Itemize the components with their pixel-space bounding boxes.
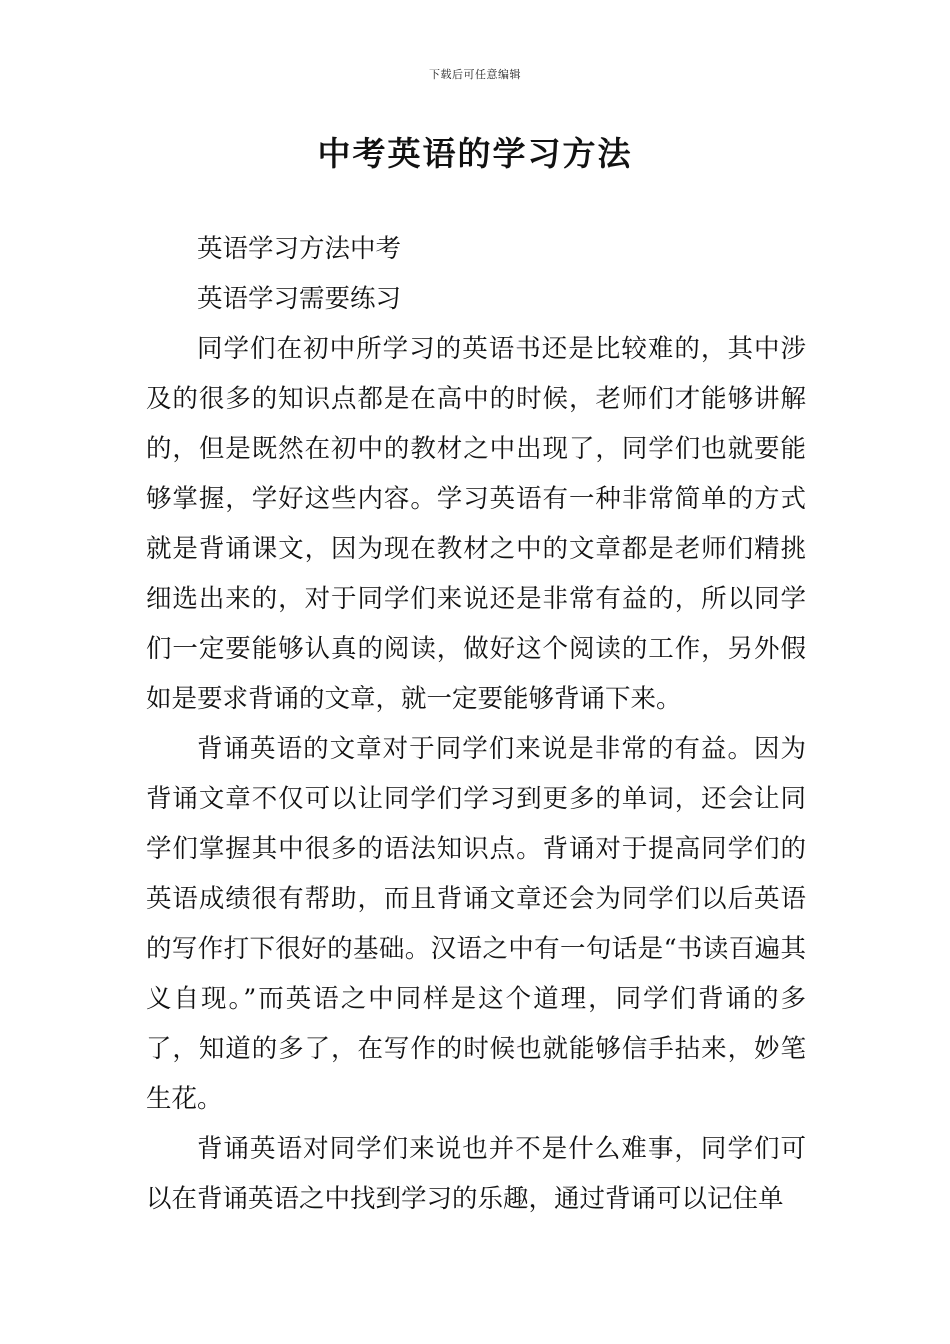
document-body [146,224,806,1224]
header-note: 下载后可任意编辑 [429,68,521,81]
paragraph-2: 背诵英语的文章对于同学们来说是非常的有益。因为背诵文章不仅可以让同学们学习到更多的单词，还会让同学们掌握其中很多的语法知识点。背诵对于提高同学们的英语成绩很有帮助，而且背诵文章还会为同学们以后英语的写作打下很好的基础。汉语之中有一句话是“书读百遍其义自现。”而英语之中同样是这个道理，同学们背诵的多了，知道的多了，在写作的时候也就能够信手拈来，妙笔生花。 [146,734,806,1114]
document-title: 中考英语的学习方法 [317,134,633,173]
subheading-1: 英语学习方法中考 [197,234,402,264]
paragraph-1: 同学们在初中所学习的英语书还是比较难的，其中涉及的很多的知识点都是在高中的时候，老师们才能够讲解的，但是既然在初中的教材之中出现了，同学们也就要能够掌握，学好这些内容。学习英语有一种非常简单的方式就是背诵课文，因为现在教材之中的文章都是老师们精挑细选出来的，对于同学们来说还是非常有益的，所以同学们一定要能够认真的阅读，做好这个阅读的工作，另外假如是要求背诵的文章，就一定要能够背诵下来。 [146,334,806,714]
paragraph-3: 背诵英语对同学们来说也并不是什么难事，同学们可以在背诵英语之中找到学习的乐趣，通过背诵可以记住单 [146,1134,806,1214]
subheading-2: 英语学习需要练习 [197,284,402,314]
